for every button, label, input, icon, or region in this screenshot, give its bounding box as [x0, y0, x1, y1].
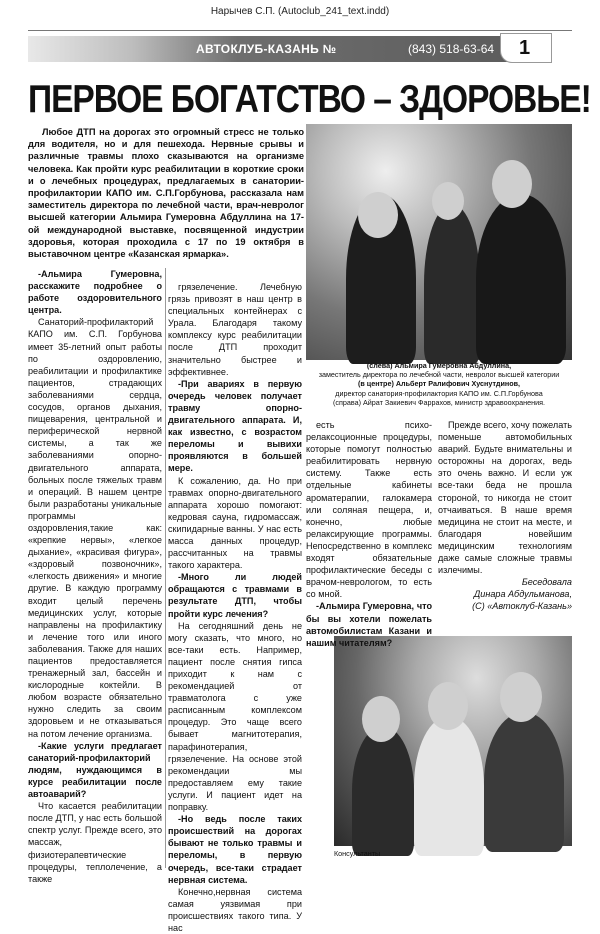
article-column-2: [168, 281, 302, 934]
header-stripe: [28, 30, 572, 34]
face-silhouette: [362, 696, 400, 742]
page-number-box: [500, 33, 552, 63]
header-phone: (843) 518-63-64: [408, 42, 495, 56]
answer: На сегодняшний день не могу сказать, что много, но все-таки есть. Например, пациент после снятия гипса приходит к нам с рекомендацией от травматолога с уже расписанным комплексом процедур. Это чаще всего бывает магнитотерапия, парафинотерапия, грязелечение. На основе этой рекомендации мы предоставляем ему такие услуги. И пациент идет на поправку.: [168, 620, 302, 813]
file-slug: Нарычев С.П. (Autoclub_241_text.indd): [210, 6, 390, 17]
column-divider: [165, 268, 166, 868]
face-silhouette: [428, 682, 468, 730]
face-silhouette: [492, 160, 532, 208]
photo-caption-consultants: Консультанты: [334, 849, 381, 858]
photo-exhibition-officials: [306, 124, 572, 360]
question: -Много ли людей обращаются с травмами в результате ДТП, чтобы пройти курс лечения?: [168, 572, 302, 619]
person-silhouette: [352, 726, 414, 856]
question: -При авариях в первую очередь человек получает травму опорно-двигательного аппарата. И, как известно, с возрастом переломы и вывихи проявляются в большей мере.: [168, 378, 302, 474]
face-silhouette: [358, 192, 398, 238]
person-silhouette: [484, 712, 564, 852]
person-silhouette: [476, 194, 566, 364]
question: -Какие услуги предлагает санаторий-профилакторий людям, нуждающимся в курсе реабилитации после автоаварий?: [28, 740, 162, 800]
face-silhouette: [432, 182, 464, 220]
answer: Что касается реабилитации после ДТП, у нас есть большой спектр услуг. Прежде всего, это массаж, физиотерапевтические процедуры, теплолечение, а также: [28, 801, 162, 884]
lead-paragraph: Любое ДТП на дорогах это огромный стресс не только для водителя, но и для пешехода. Нервные срывы и различные травмы плохо сказываются на организме человека. Как пройти курс реабилитации в короткие сроки и о лечебных процедурах, предлагаемых в санатории-профилактории КАПО им. С.П.Горбунова, рассказала нам заместитель директора по лечебной части, врач-невролог высшей категории Альмира Гумеровна Абдуллина на 17-ой международной выставке, посвященной индустрии здоровья, которая проходила с 17 по 19 октября в выставочном центре «Казанская ярмарка».: [28, 127, 304, 260]
article-column-3: [306, 419, 432, 649]
answer: Прежде всего, хочу пожелать поменьше автомобильных аварий. Будьте внимательны и осторожны на дорогах, ведь это очень важно. И если уж все-таки беда не прошла стороной, то никогда не стоит отчаиваться. В наше время медицина не стоит на месте, и благодаря новейшим медицинским технологиям даже самые сложные травмы излечимы.: [438, 420, 572, 576]
headline: ПЕРВОЕ БОГАТСТВО – ЗДОРОВЬЕ!: [28, 78, 591, 121]
page-number: 1: [519, 37, 531, 59]
answer: есть психо-релаксоционные процедуры, которые помогут полностью реабилитировать нервную систему. Также есть отдельные кабинеты ароматерапии, галокамера или соляная пещера, и, конечно, любые релаксирующие программы. Непосредственно в комплекс входят обязательные профилактические беседы с врачом-неврологом, то есть со мной.: [306, 420, 432, 600]
person-silhouette: [424, 204, 480, 364]
answer: грязелечение. Лечебную грязь привозят в наш центр в специальных контейнерах с Урала. Благодаря такому комплексу курс реабилитации после ДТП проходит значительно быстрее и эффективнее.: [168, 282, 302, 377]
face-silhouette: [500, 672, 542, 722]
answer: Конечно,нервная система самая уязвимая при происшествиях такого типа. У нас: [168, 886, 302, 933]
signature-author: Динара Абдульманова,: [473, 589, 572, 600]
header-club-name: АВТОКЛУБ-КАЗАНЬ №: [196, 42, 337, 56]
photo-caption-officials: (слева) Альмира Гумеровна Абдуллина, заместитель директора по лечебной части, невролог высшей категории (в центре) Альберт Ралифович Хуснутдинов, директор санатория-профилактория КАПО им. С.П.Горбунова (справа) Айрат Закиевич Фаррахов, министр здравоохранения.: [318, 361, 560, 407]
article-column-1: [28, 268, 162, 885]
question: -Альмира Гумеровна, что бы вы хотели пожелать автомобилистам Казани и нашим читателям?: [306, 601, 432, 648]
answer: Санаторий-профилакторий КАПО им. С.П. Горбунова имеет 35-летний опыт работы по оздоровлению, реабилитации и профилактике пациентов, страдающих заболеваниями сердца, сосудов, органов дыхания, пищеварения, центральной и периферической нервной системы, а так же заболеваниями опорно-двигательного аппарата, больных после тяжелых травм и операций. В нашем центре были разработаны уникальные программы оздоровления,такие как: «крепкие нервы», «легкое дыхание», «красивая фигура», «здоровый позвоночник», «легкость движения» и многие другие. В каждую программу входит целый перечень медицинских услуг, которые направлены на профилактику и лечение того или иного заболевания. Также для наших пациентов предоставляется тренажерный зал, бассейн и кислородные коктейли. В любом возрасте обязательно нужно следить за своим здоровьем и не отказываться на потом лечение организма.: [28, 317, 162, 739]
article-column-4: [438, 419, 572, 613]
answer: К сожалению, да. Но при травмах опорно-двигательного аппарата хорошо помогают: кедровая сауна, гидромассаж, скипидарные ванны. У нас есть масса данных процедур, рассчитанных на травмы такого характера.: [168, 475, 302, 571]
signature-copyright: (С) «Автоклуб-Казань»: [472, 601, 572, 612]
question: -Альмира Гумеровна, расскажите подробнее о работе оздоровительного центра.: [28, 269, 162, 316]
question: -Но ведь после таких происшествий на дорогах бывают не только травмы и переломы, в первую очередь, все-таки страдает нервная система.: [168, 814, 302, 885]
header-bar: [28, 36, 552, 62]
photo-consultants: [334, 636, 572, 846]
signature-line: Беседовала: [521, 577, 572, 588]
person-silhouette: [414, 716, 484, 856]
